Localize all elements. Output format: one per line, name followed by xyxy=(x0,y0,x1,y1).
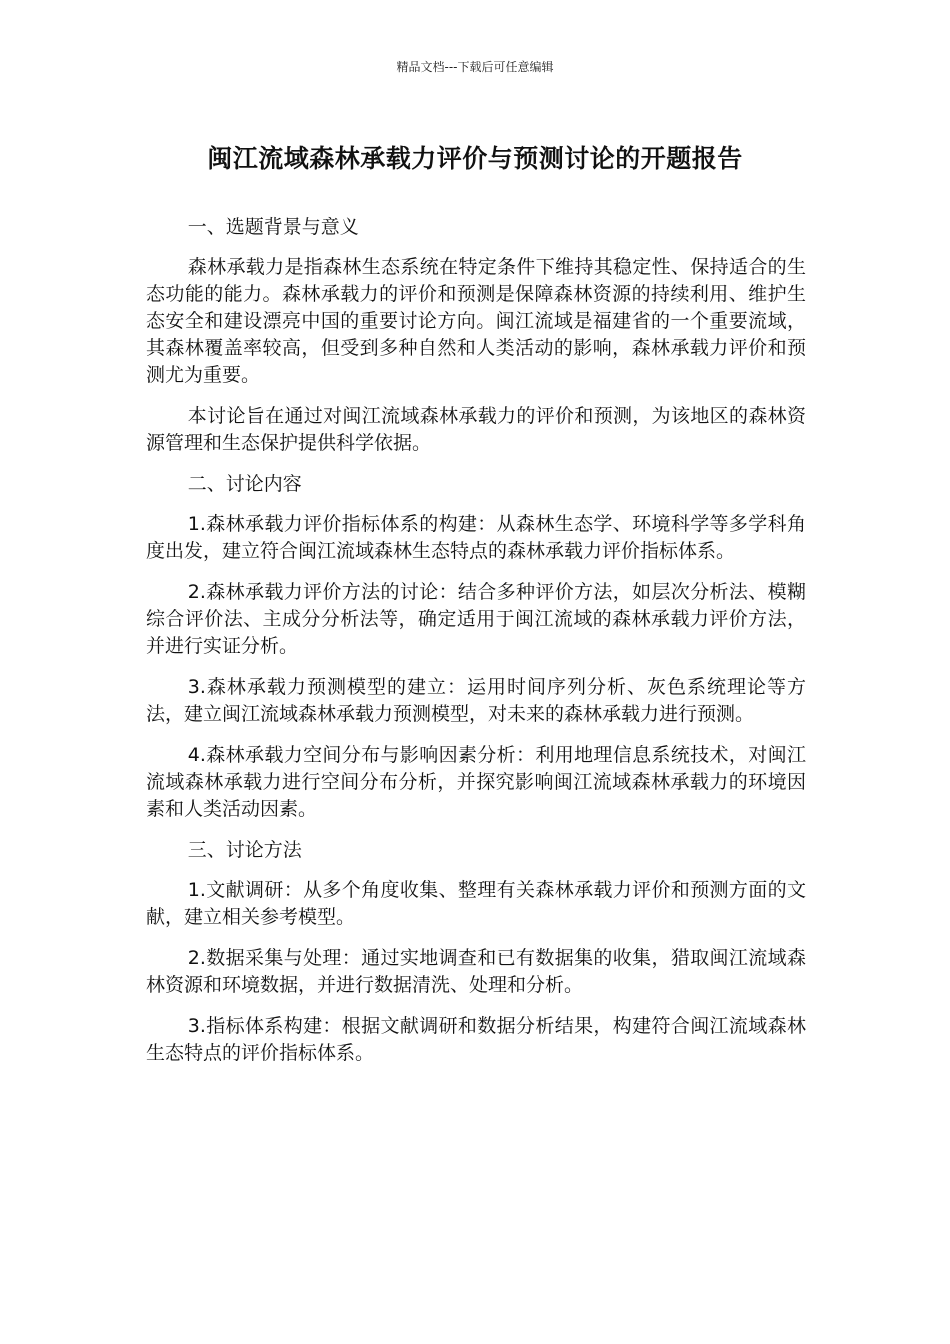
section-heading-content: 二、讨论内容 xyxy=(187,473,302,495)
paragraph-content-1: 1.森林承载力评价指标体系的构建：从森林生态学、环境科学等多学科角度出发，建立符合闽江流域森林生态特点的森林承载力评价指标体系。 xyxy=(146,513,806,562)
paragraph-content-2: 2.森林承载力评价方法的讨论：结合多种评价方法，如层次分析法、模糊综合评价法、主成分分析法等，确定适用于闽江流域的森林承载力评价方法，并进行实证分析。 xyxy=(146,581,806,657)
header-note: 精品文档---下载后可任意编辑 xyxy=(396,60,554,74)
section-heading-background: 一、选题背景与意义 xyxy=(187,216,359,238)
document-body xyxy=(146,214,806,1081)
paragraph-method-2: 2.数据采集与处理：通过实地调查和已有数据集的收集，猎取闽江流域森林资源和环境数据，并进行数据清洗、处理和分析。 xyxy=(146,947,806,996)
paragraph-content-3: 3.森林承载力预测模型的建立：运用时间序列分析、灰色系统理论等方法，建立闽江流域森林承载力预测模型，对未来的森林承载力进行预测。 xyxy=(146,676,806,725)
paragraph-content-4: 4.森林承载力空间分布与影响因素分析：利用地理信息系统技术，对闽江流域森林承载力进行空间分布分析，并探究影响闽江流域森林承载力的环境因素和人类活动因素。 xyxy=(146,744,806,820)
paragraph-background-1: 森林承载力是指森林生态系统在特定条件下维持其稳定性、保持适合的生态功能的能力。森林承载力的评价和预测是保障森林资源的持续利用、维护生态安全和建设漂亮中国的重要讨论方向。闽江流域是福建省的一个重要流域，其森林覆盖率较高，但受到多种自然和人类活动的影响，森林承载力评价和预测尤为重要。 xyxy=(146,256,806,386)
paragraph-background-2: 本讨论旨在通过对闽江流域森林承载力的评价和预测，为该地区的森林资源管理和生态保护提供科学依据。 xyxy=(146,405,806,454)
document-title: 闽江流域森林承载力评价与预测讨论的开题报告 xyxy=(207,144,743,173)
paragraph-method-3: 3.指标体系构建：根据文献调研和数据分析结果，构建符合闽江流域森林生态特点的评价指标体系。 xyxy=(146,1015,806,1064)
section-heading-method: 三、讨论方法 xyxy=(187,839,302,861)
paragraph-method-1: 1.文献调研：从多个角度收集、整理有关森林承载力评价和预测方面的文献，建立相关参考模型。 xyxy=(146,879,806,928)
